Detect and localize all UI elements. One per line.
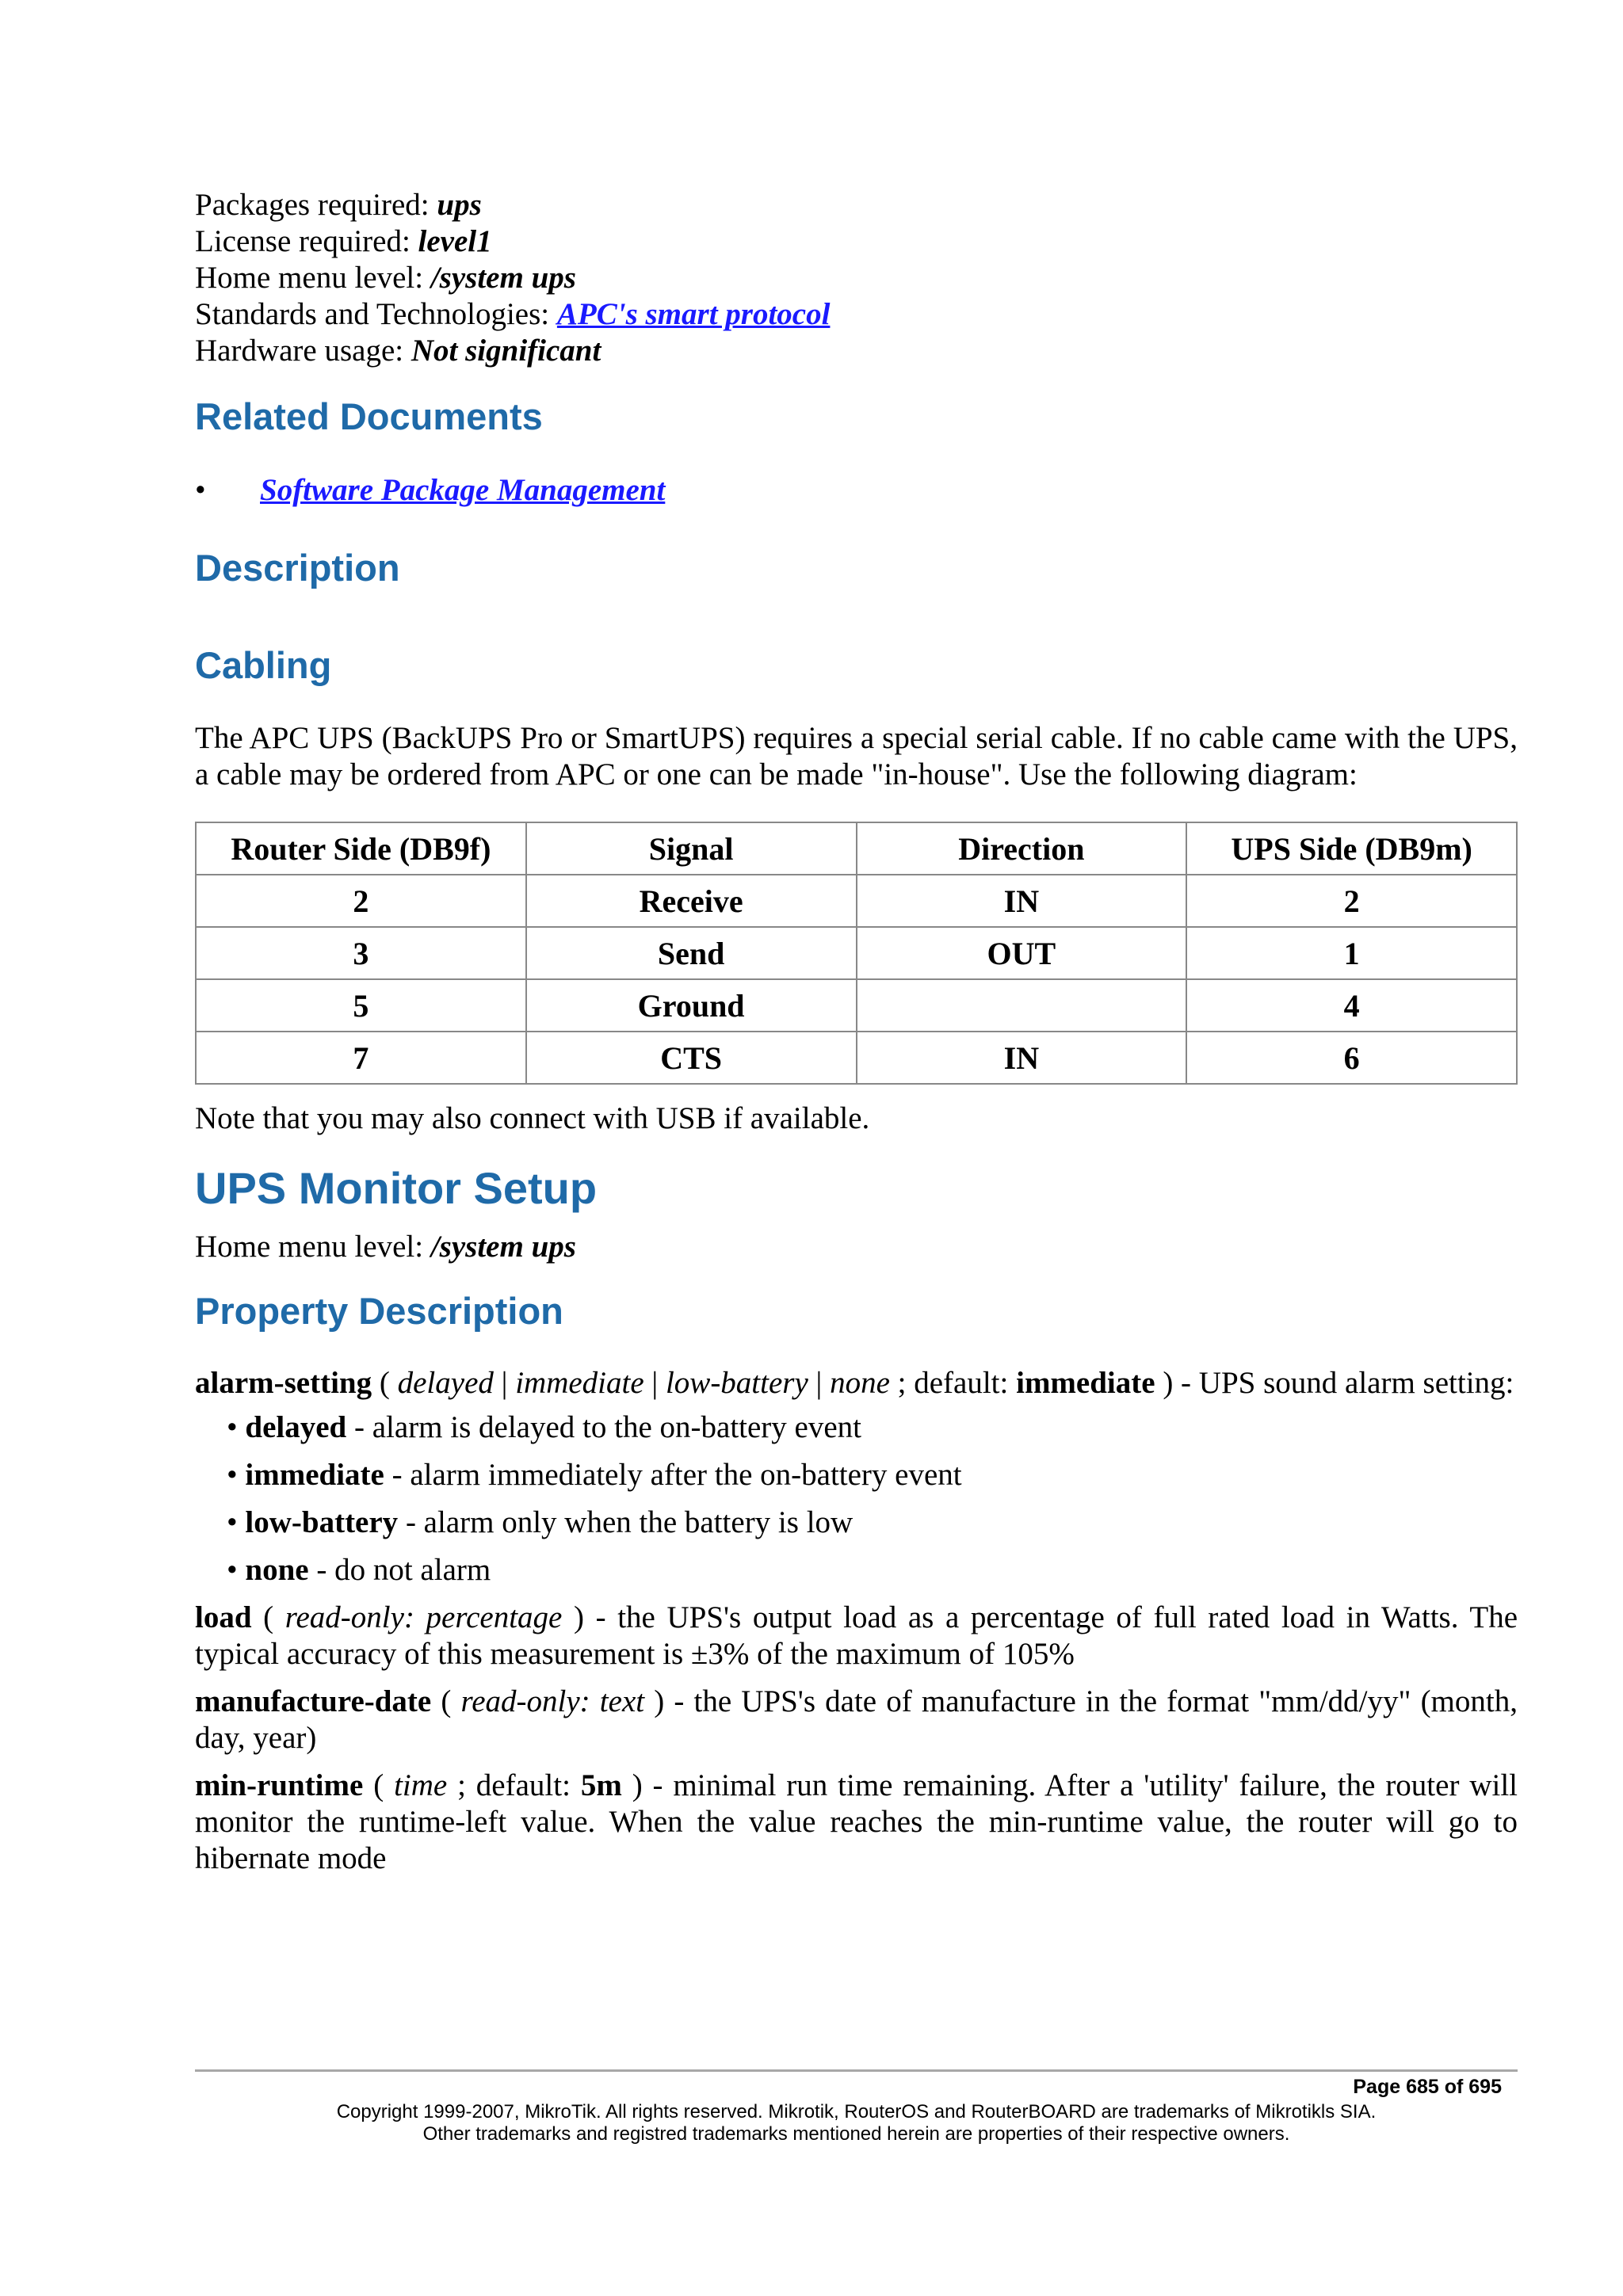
list-item: • low-battery - alarm only when the battery is low xyxy=(227,1505,854,1539)
cell-router-side: 5 xyxy=(196,979,526,1032)
cell-signal: Receive xyxy=(526,875,857,927)
prop-name: manufacture-date xyxy=(195,1684,432,1718)
header-signal: Signal xyxy=(526,822,857,875)
license-line: License required: level1 xyxy=(195,224,492,258)
apc-protocol-link[interactable]: APC's smart protocol xyxy=(556,297,831,331)
cell-ups-side: 4 xyxy=(1186,979,1517,1032)
footer-divider xyxy=(195,2069,1518,2072)
cell-direction: IN xyxy=(857,1032,1187,1084)
document-page xyxy=(195,187,1518,1877)
list-item: • immediate - alarm immediately after the on-battery event xyxy=(227,1458,962,1492)
hardware-line: Hardware usage: Not significant xyxy=(195,334,601,368)
prop-alarm-setting: alarm-setting ( delayed | immediate | low-battery | none ; default: immediate ) - UPS sound alarm setting: xyxy=(195,1366,1514,1400)
header-ups-side: UPS Side (DB9m) xyxy=(1186,822,1517,875)
header-router-side: Router Side (DB9f) xyxy=(196,822,526,875)
prop-default: 5m xyxy=(580,1768,622,1802)
cabling-table xyxy=(195,822,1518,1085)
table-header-row xyxy=(196,822,1517,875)
home-menu-value: /system ups xyxy=(430,261,576,295)
bullet-icon: • xyxy=(195,473,206,507)
cabling-heading: Cabling xyxy=(195,644,332,686)
packages-value: ups xyxy=(437,188,482,222)
table-row xyxy=(196,1032,1517,1084)
prop-name: alarm-setting xyxy=(195,1366,372,1400)
table-row xyxy=(196,875,1517,927)
table-row xyxy=(196,979,1517,1032)
page-number: Page 685 of 695 xyxy=(1353,2076,1502,2098)
cell-router-side: 7 xyxy=(196,1032,526,1084)
list-item: • none - do not alarm xyxy=(227,1553,491,1587)
prop-load: load ( read-only: percentage ) - the UPS's output load as a percentage of full rated load in Watts. The typical accuracy of this measurement is ±3% of the maximum of 105% xyxy=(195,1600,1518,1671)
copyright-line-2: Other trademarks and registred trademarks mentioned herein are properties of their respective owners. xyxy=(422,2123,1290,2145)
alarm-options-list xyxy=(195,1409,1518,1589)
related-documents-heading: Related Documents xyxy=(195,395,543,437)
cell-ups-side: 2 xyxy=(1186,875,1517,927)
prop-name: min-runtime xyxy=(195,1768,364,1802)
cell-signal: Send xyxy=(526,927,857,979)
setup-home-menu-value: /system ups xyxy=(430,1230,576,1264)
list-item: • delayed - alarm is delayed to the on-battery event xyxy=(227,1410,861,1444)
copyright-line-1: Copyright 1999-2007, MikroTik. All rights reserved. Mikrotik, RouterOS and RouterBOARD are trademarks of Mikrotikls SIA. xyxy=(336,2101,1377,2122)
hardware-value: Not significant xyxy=(411,334,601,368)
prop-manufacture-date: manufacture-date ( read-only: text ) - the UPS's date of manufacture in the format "mm/dd/yy" (month, day, year) xyxy=(195,1684,1518,1755)
software-package-management-link[interactable]: Software Package Management xyxy=(260,473,666,507)
package-meta xyxy=(195,187,1518,369)
cell-ups-side: 6 xyxy=(1186,1032,1517,1084)
packages-line: Packages required: ups xyxy=(195,188,482,222)
ups-monitor-setup-heading: UPS Monitor Setup xyxy=(195,1163,598,1213)
cell-router-side: 3 xyxy=(196,927,526,979)
cell-direction: IN xyxy=(857,875,1187,927)
cell-ups-side: 1 xyxy=(1186,927,1517,979)
cell-signal: CTS xyxy=(526,1032,857,1084)
prop-min-runtime: min-runtime ( time ; default: 5m ) - minimal run time remaining. After a 'utility' failure, the router will monitor the runtime-left value. When the value reaches the min-runtime value, the router will go to hibernate mode xyxy=(195,1768,1518,1875)
usb-note: Note that you may also connect with USB if available. xyxy=(195,1101,870,1135)
cabling-intro: The APC UPS (BackUPS Pro or SmartUPS) requires a special serial cable. If no cable came with the UPS, a cable may be ordered from APC or one can be made "in-house". Use the following diagram: xyxy=(195,721,1518,791)
description-heading: Description xyxy=(195,547,400,589)
related-list-item xyxy=(195,472,1518,509)
cell-direction xyxy=(857,979,1187,1032)
home-menu-line: Home menu level: /system ups xyxy=(195,261,576,295)
prop-name: load xyxy=(195,1600,252,1634)
setup-home-menu-line: Home menu level: /system ups xyxy=(195,1230,576,1264)
license-value: level1 xyxy=(418,224,492,258)
property-description-heading: Property Description xyxy=(195,1290,563,1332)
cell-direction: OUT xyxy=(857,927,1187,979)
cell-signal: Ground xyxy=(526,979,857,1032)
table-row xyxy=(196,927,1517,979)
standards-line: Standards and Technologies: APC's smart protocol xyxy=(195,297,831,331)
prop-default: immediate xyxy=(1016,1366,1155,1400)
header-direction: Direction xyxy=(857,822,1187,875)
cell-router-side: 2 xyxy=(196,875,526,927)
